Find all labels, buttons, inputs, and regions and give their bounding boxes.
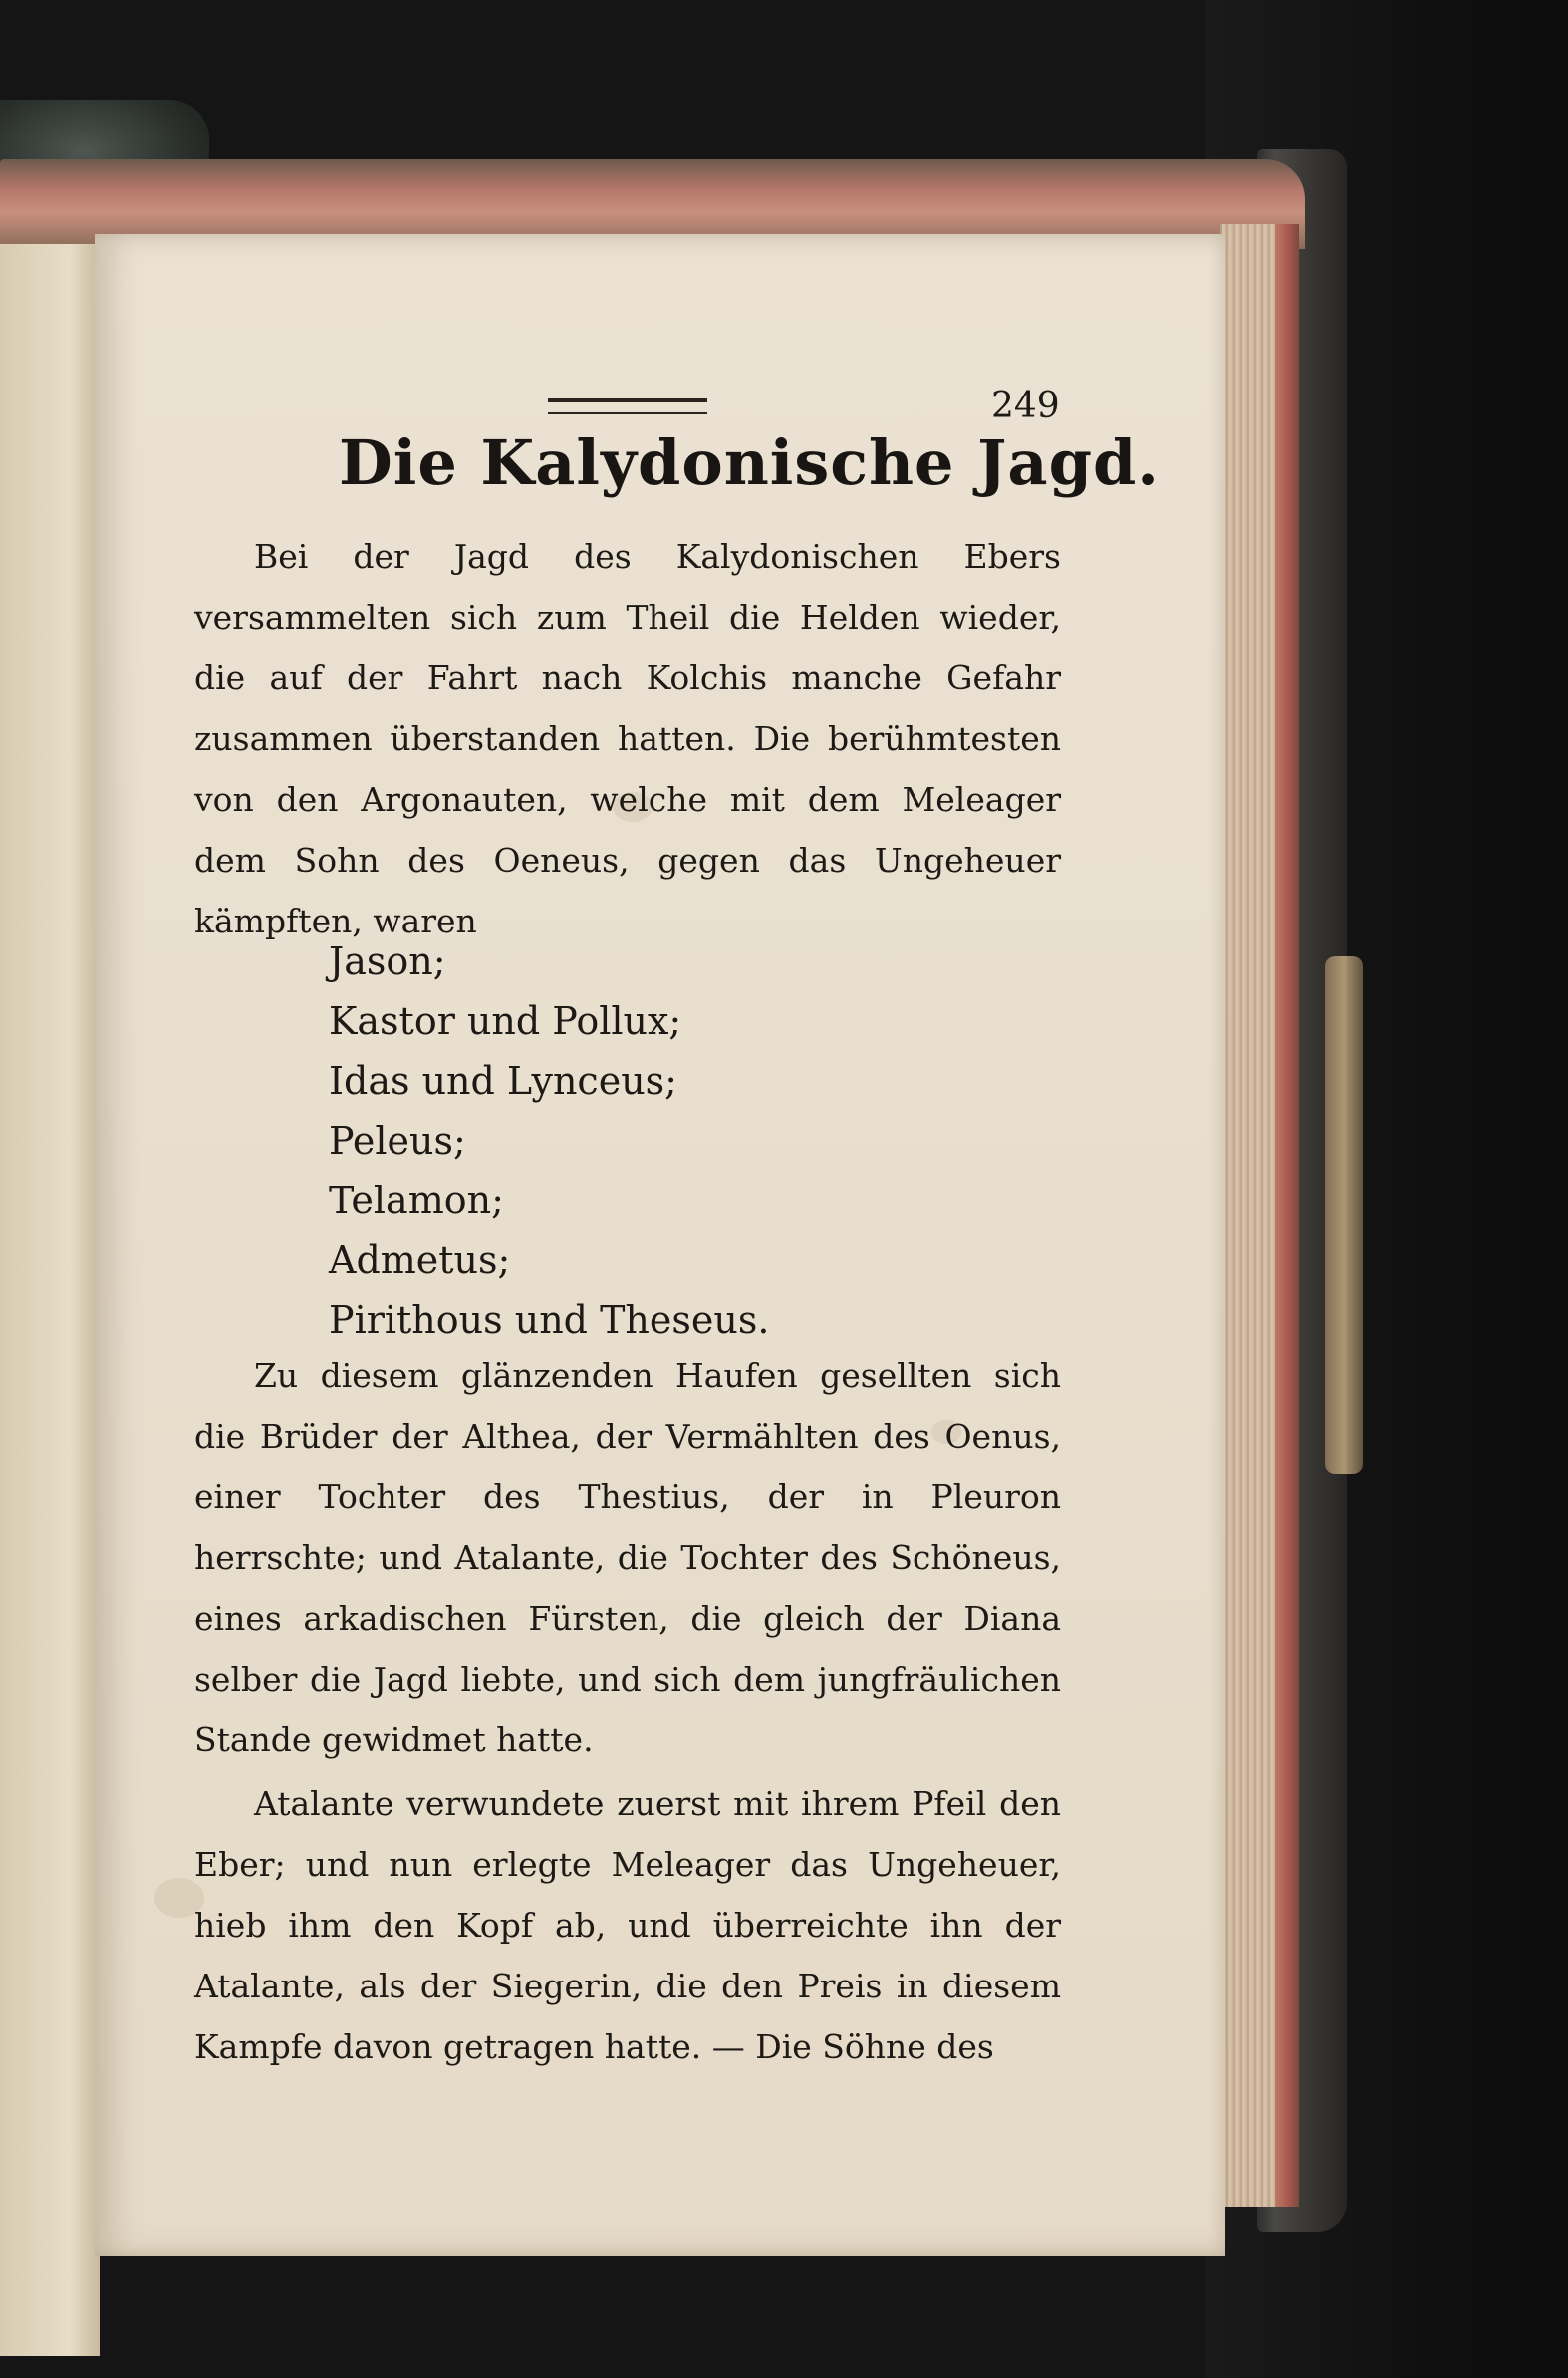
hero-list-item: Peleus; <box>329 1119 466 1163</box>
facing-page-edge <box>0 244 100 2356</box>
hero-list-item: Admetus; <box>329 1238 511 1282</box>
paragraph-hunt: Atalante verwundete zuerst mit ihrem Pfeil den Eber; und nun erlegte Meleager das Ungeheuer, hieb ihm den Kopf ab, und überreichte ihn der Atalante, als der Siegerin, die den Preis in diesem Kampfe davon getragen hatte. — Die Söhne des <box>194 1784 1061 2066</box>
page-number: 249 <box>991 386 1060 426</box>
hero-list-item: Jason; <box>329 939 446 983</box>
header-rule <box>548 398 707 414</box>
red-sprinkled-edge <box>1275 224 1299 2207</box>
paragraph-companions: Zu diesem glänzenden Haufen gesellten sich die Brüder der Althea, der Vermählten des Oenus, einer Tochter des Thestius, der in Pleuron herrschte; und Atalante, die Tochter des Schöneus, eines arkadischen Fürsten, die gleich der Diana selber die Jagd liebte, und sich dem jungfräulichen Stande gewidmet hatte. <box>194 1356 1061 1759</box>
hero-list-item: Idas und Lynceus; <box>329 1059 677 1103</box>
chapter-title: Die Kalydonische Jagd. <box>339 426 1160 499</box>
paragraph-intro: Bei der Jagd des Kalydonischen Ebers versammelten sich zum Theil die Helden wieder, die auf der Fahrt nach Kolchis manche Gefahr zusammen überstanden hatten. Die berühmtesten von den Argonauten, welche mit dem Meleager dem Sohn des Oeneus, gegen das Ungeheuer kämpften, waren <box>194 537 1061 940</box>
hero-list <box>329 931 769 1350</box>
hero-list-item: Kastor und Pollux; <box>329 999 682 1043</box>
cover-wear-mark <box>1325 956 1363 1474</box>
hero-list-item: Pirithous und Theseus. <box>329 1298 770 1342</box>
hero-list-item: Telamon; <box>329 1179 504 1222</box>
